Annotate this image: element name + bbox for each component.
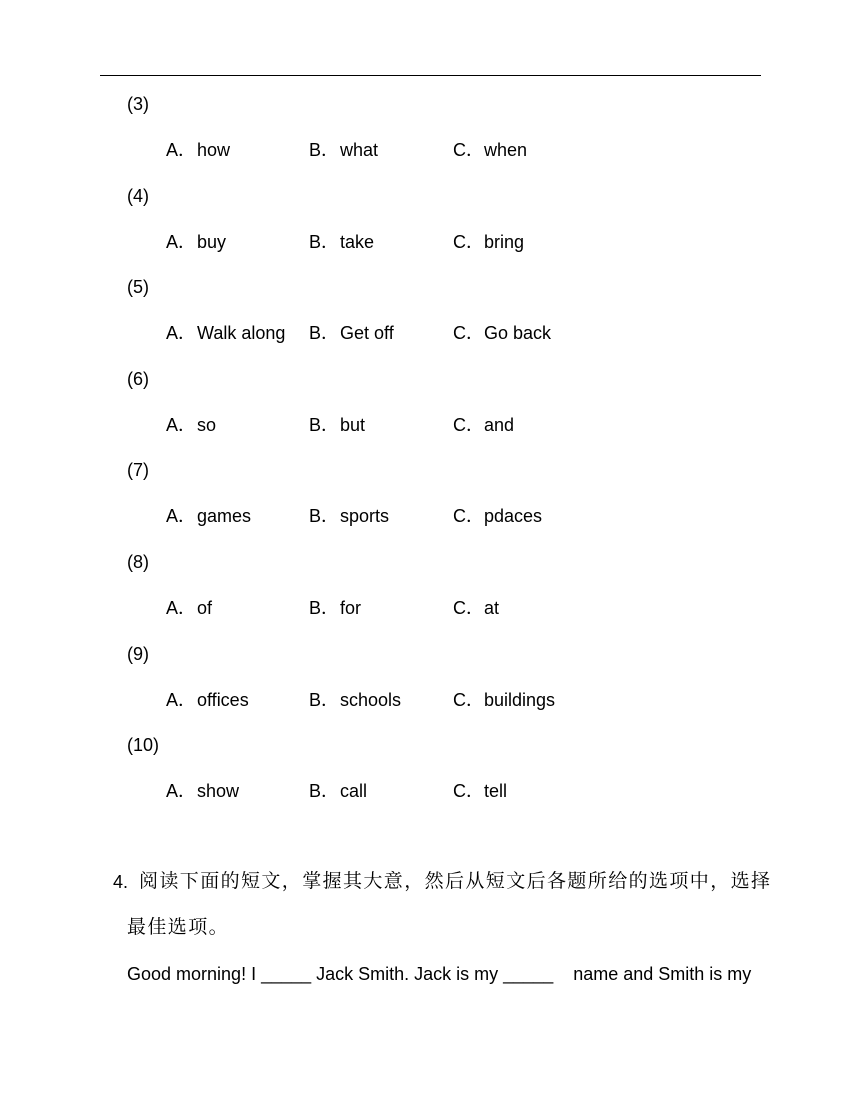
answer-option[interactable] [309, 779, 367, 803]
option-letter: B． [309, 231, 340, 252]
answer-option[interactable] [453, 779, 507, 803]
section-number: 4. [113, 872, 129, 892]
option-text: Walk along [197, 323, 286, 344]
option-text: buy [197, 231, 227, 252]
option-letter: A． [166, 414, 197, 435]
option-text: tell [484, 781, 508, 802]
answer-option[interactable] [309, 321, 394, 345]
option-text: call [340, 781, 368, 802]
section-instruction-line2: 最佳选项。 [127, 917, 230, 938]
answer-option[interactable] [453, 413, 514, 437]
answer-option[interactable] [309, 230, 374, 254]
page-header-rule [100, 75, 761, 76]
option-letter: C． [453, 231, 484, 252]
question-number: (6) [127, 368, 149, 389]
option-letter: C． [453, 598, 484, 618]
option-text: and [484, 414, 515, 435]
option-text: how [197, 140, 231, 160]
option-text: pdaces [484, 506, 543, 527]
option-letter: B． [309, 140, 340, 160]
answer-option[interactable] [453, 688, 555, 712]
option-text: for [340, 598, 362, 618]
option-letter: A． [166, 598, 197, 618]
option-letter: B． [309, 598, 340, 618]
option-letter: A． [166, 231, 197, 252]
answer-option[interactable] [166, 138, 230, 162]
option-letter: B． [309, 781, 340, 802]
answer-option[interactable] [453, 321, 551, 345]
answer-option[interactable] [166, 413, 216, 437]
option-letter: B． [309, 323, 340, 344]
answer-option[interactable] [166, 321, 285, 345]
answer-option[interactable] [166, 688, 249, 712]
answer-option[interactable] [309, 413, 365, 437]
question-number: (5) [127, 277, 149, 298]
option-text: of [197, 598, 213, 618]
answer-option[interactable] [453, 230, 524, 254]
option-letter: B． [309, 506, 340, 527]
option-letter: A． [166, 323, 197, 344]
option-text: sports [340, 506, 390, 527]
option-letter: C． [453, 140, 484, 160]
option-text: show [197, 781, 240, 802]
option-text: Get off [340, 323, 394, 344]
question-number: (10) [127, 735, 160, 756]
question-number: (9) [127, 643, 149, 664]
option-text: so [197, 414, 217, 435]
option-letter: C． [453, 506, 484, 527]
option-text: games [197, 506, 252, 527]
option-letter: A． [166, 689, 197, 710]
option-text: buildings [484, 689, 556, 710]
answer-option[interactable] [453, 504, 542, 528]
answer-option[interactable] [309, 688, 401, 712]
question-number: (8) [127, 552, 149, 572]
question-number: (3) [127, 94, 149, 114]
option-letter: C． [453, 781, 484, 802]
answer-option[interactable] [166, 596, 212, 620]
option-letter: C． [453, 414, 484, 435]
option-text: but [340, 414, 366, 435]
option-text: when [484, 140, 528, 160]
answer-option[interactable] [309, 138, 378, 162]
answer-option[interactable] [453, 138, 527, 162]
option-text: what [340, 140, 379, 160]
answer-option[interactable] [166, 779, 239, 803]
option-letter: B． [309, 414, 340, 435]
option-text: schools [340, 689, 402, 710]
section-instruction-line1: 阅读下面的短文，掌握其大意，然后从短文后各题所给的选项中，选择 [139, 871, 772, 892]
option-text: take [340, 231, 375, 252]
option-letter: A． [166, 781, 197, 802]
option-letter: A． [166, 506, 197, 527]
answer-option[interactable] [166, 230, 226, 254]
answer-option[interactable] [453, 596, 499, 620]
option-letter: B． [309, 689, 340, 710]
option-text: bring [484, 231, 525, 252]
question-number: (7) [127, 460, 149, 481]
option-letter: C． [453, 689, 484, 710]
option-text: at [484, 598, 500, 618]
answer-option[interactable] [166, 504, 251, 528]
answer-option[interactable] [309, 596, 361, 620]
option-letter: A． [166, 140, 197, 160]
passage-text: Good morning! I _____ Jack Smith. Jack is my _____ name and Smith is my [127, 964, 752, 984]
answer-option[interactable] [309, 504, 389, 528]
option-letter: C． [453, 323, 484, 344]
option-text: offices [197, 689, 249, 710]
question-number: (4) [127, 185, 149, 206]
option-text: Go back [484, 323, 552, 344]
